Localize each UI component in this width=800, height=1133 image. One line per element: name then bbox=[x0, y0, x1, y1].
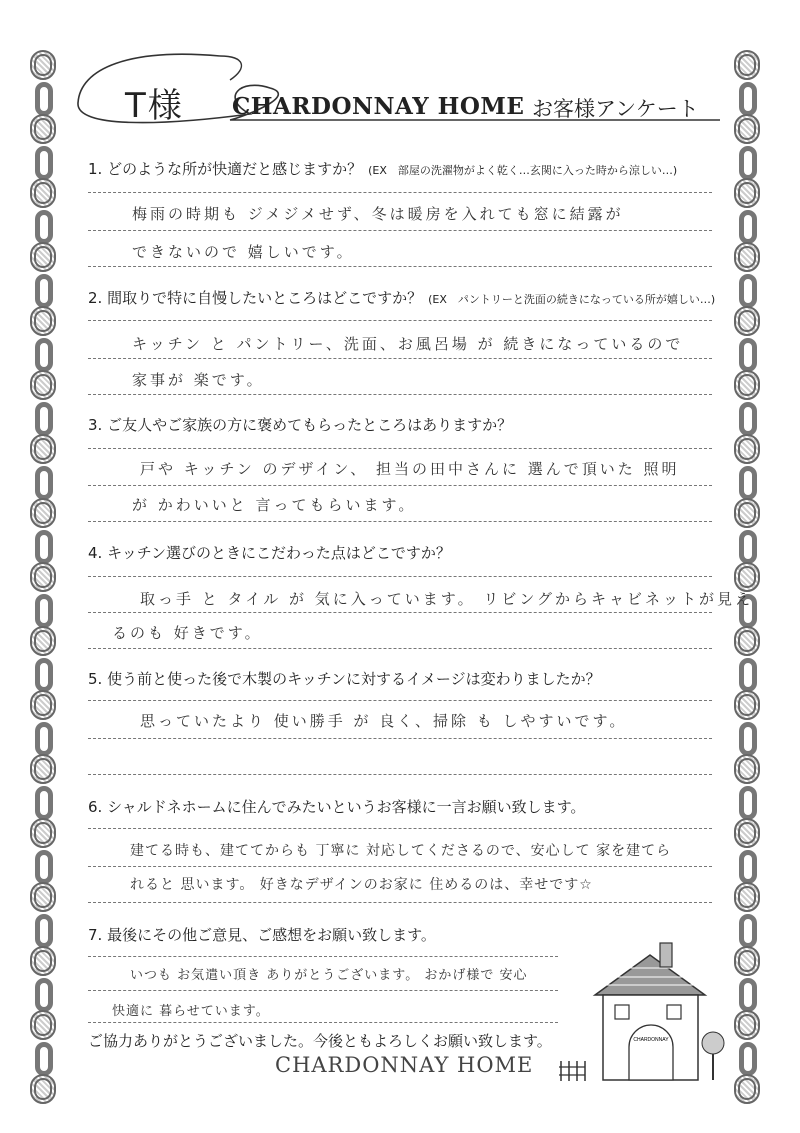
chain-link bbox=[739, 722, 757, 756]
answer-text: いつも お気遣い頂き ありがとうございます。 おかげ様で 安心 bbox=[130, 968, 528, 983]
answer-line bbox=[88, 648, 712, 649]
answer-text: 建てる時も、建ててからも 丁寧に 対応してくださるので、安心して 家を建てら bbox=[130, 843, 672, 859]
survey-title: お客様アンケート bbox=[532, 97, 699, 121]
chain-link bbox=[734, 818, 760, 848]
chain-link bbox=[739, 274, 757, 308]
question-7 bbox=[88, 924, 436, 945]
question-label: 7. 最後にその他ご意見、ご感想をお願い致します。 bbox=[88, 926, 436, 944]
question-1 bbox=[88, 158, 677, 179]
chain-link bbox=[35, 82, 53, 116]
question-example: (EX パントリーと洗面の続きになっている所が嬉しい…) bbox=[428, 293, 716, 306]
answer-line bbox=[88, 230, 712, 231]
answer-line bbox=[88, 774, 712, 775]
question-label: 3. ご友人やご家族の方に褒めてもらったところはありますか？ bbox=[88, 416, 513, 434]
chain-link bbox=[35, 338, 53, 372]
chain-link bbox=[739, 850, 757, 884]
answer-text: 戸や キッチン のデザイン、 担当の田中さんに 選んで頂いた 照明 bbox=[140, 460, 680, 478]
chain-link bbox=[734, 946, 760, 976]
chain-link bbox=[739, 146, 757, 180]
chain-link bbox=[739, 978, 757, 1012]
chain-link bbox=[35, 466, 53, 500]
chain-link bbox=[30, 818, 56, 848]
chain-link bbox=[739, 210, 757, 244]
house-sign: CHARDONNAY bbox=[633, 1037, 669, 1043]
chain-link bbox=[30, 1074, 56, 1104]
chain-link bbox=[739, 530, 757, 564]
answer-text: 取っ手 と タイル が 気に入っています。 リビングからキャビネットが見え bbox=[140, 590, 754, 608]
chain-link bbox=[739, 1042, 757, 1076]
answer-line bbox=[88, 521, 712, 522]
chain-link bbox=[30, 50, 56, 80]
chain-link bbox=[35, 722, 53, 756]
window-icon bbox=[615, 1005, 629, 1019]
tree-icon bbox=[702, 1032, 724, 1080]
answer-line bbox=[88, 576, 712, 577]
question-label: 4. キッチン選びのときにこだわった点はどこですか？ bbox=[88, 544, 451, 562]
answer-line bbox=[88, 612, 712, 613]
chain-link bbox=[35, 402, 53, 436]
thanks-message: ご協力ありがとうございました。今後ともよろしくお願い致します。 bbox=[88, 1032, 552, 1050]
chain-link bbox=[739, 338, 757, 372]
chain-link bbox=[30, 434, 56, 464]
answer-line bbox=[88, 394, 712, 395]
chain-link bbox=[734, 626, 760, 656]
answer-line bbox=[88, 1022, 558, 1023]
chain-link bbox=[739, 658, 757, 692]
chain-link bbox=[35, 1042, 53, 1076]
chain-link bbox=[30, 562, 56, 592]
right-chain-border bbox=[730, 50, 768, 1110]
answer-line bbox=[88, 320, 712, 321]
chain-link bbox=[734, 882, 760, 912]
chain-link bbox=[734, 1010, 760, 1040]
answer-line bbox=[88, 700, 712, 701]
chain-link bbox=[30, 498, 56, 528]
chain-link bbox=[30, 946, 56, 976]
chain-link bbox=[30, 626, 56, 656]
answer-line bbox=[88, 956, 558, 957]
brand-name: CHARDONNAY HOME bbox=[232, 93, 525, 120]
question-label: 6. シャルドネホームに住んでみたいというお客様に一言お願い致します。 bbox=[88, 798, 586, 816]
house-roof bbox=[595, 943, 705, 995]
chain-link bbox=[30, 690, 56, 720]
fence-icon bbox=[559, 1061, 585, 1081]
window-icon bbox=[667, 1005, 681, 1019]
chain-link bbox=[35, 594, 53, 628]
chain-link bbox=[30, 114, 56, 144]
footer-brand: CHARDONNAY HOME bbox=[275, 1053, 534, 1077]
chain-link bbox=[35, 914, 53, 948]
chain-link bbox=[734, 114, 760, 144]
chain-link bbox=[739, 82, 757, 116]
chain-link bbox=[30, 370, 56, 400]
answer-text: できないので 嬉しいです。 bbox=[132, 243, 355, 261]
house-door bbox=[629, 1025, 673, 1080]
chain-link bbox=[35, 850, 53, 884]
answer-line bbox=[88, 192, 712, 193]
chain-link bbox=[35, 530, 53, 564]
question-5 bbox=[88, 668, 601, 689]
answer-text: るのも 好きです。 bbox=[112, 624, 263, 642]
customer-name: T様 bbox=[125, 86, 184, 126]
question-label: 1. どのような所が快適だと感じますか？ bbox=[88, 160, 363, 178]
answer-line bbox=[88, 738, 712, 739]
chain-link bbox=[734, 50, 760, 80]
chain-link bbox=[739, 914, 757, 948]
chain-link bbox=[30, 754, 56, 784]
chain-link bbox=[734, 690, 760, 720]
chain-link bbox=[734, 242, 760, 272]
answer-text: 快適に 暮らせています。 bbox=[112, 1004, 270, 1019]
chain-link bbox=[35, 146, 53, 180]
chain-link bbox=[734, 178, 760, 208]
house-illustration bbox=[555, 935, 730, 1085]
answer-line bbox=[88, 902, 712, 903]
chain-link bbox=[734, 370, 760, 400]
chain-link bbox=[734, 434, 760, 464]
chain-link bbox=[30, 1010, 56, 1040]
question-2 bbox=[88, 287, 715, 308]
answer-line bbox=[88, 358, 712, 359]
chain-link bbox=[35, 786, 53, 820]
chain-link bbox=[739, 466, 757, 500]
chain-link bbox=[35, 210, 53, 244]
chain-link bbox=[30, 178, 56, 208]
chain-link bbox=[35, 978, 53, 1012]
chain-link bbox=[739, 402, 757, 436]
chain-link bbox=[35, 274, 53, 308]
chain-link bbox=[35, 658, 53, 692]
answer-line bbox=[88, 828, 712, 829]
answer-line bbox=[88, 990, 558, 991]
question-6 bbox=[88, 796, 585, 817]
answer-line bbox=[88, 866, 712, 867]
chain-link bbox=[30, 306, 56, 336]
answer-line bbox=[88, 266, 712, 267]
question-label: 2. 間取りで特に自慢したいところはどこですか？ bbox=[88, 289, 423, 307]
question-4 bbox=[88, 542, 451, 563]
chain-link bbox=[734, 1074, 760, 1104]
header bbox=[70, 48, 730, 148]
answer-text: キッチン と パントリー、洗面、お風呂場 が 続きになっているので bbox=[132, 335, 684, 353]
answer-line bbox=[88, 448, 712, 449]
question-3 bbox=[88, 414, 512, 435]
answer-text: れると 思います。 好きなデザインのお家に 住めるのは、幸せです☆ bbox=[130, 877, 593, 893]
chain-link bbox=[734, 498, 760, 528]
chain-link bbox=[739, 786, 757, 820]
chain-link bbox=[30, 242, 56, 272]
question-example: (EX 部屋の洗濯物がよく乾く…玄関に入った時から涼しい…) bbox=[368, 164, 678, 177]
answer-text: が かわいいと 言ってもらいます。 bbox=[132, 496, 417, 514]
answer-line bbox=[88, 485, 712, 486]
chain-link bbox=[30, 882, 56, 912]
question-label: 5. 使う前と使った後で木製のキッチンに対するイメージは変わりましたか？ bbox=[88, 670, 601, 688]
answer-text: 梅雨の時期も ジメジメせず、冬は暖房を入れても窓に結露が bbox=[132, 205, 624, 223]
chain-link bbox=[734, 754, 760, 784]
answer-text: 思っていたより 使い勝手 が 良く、掃除 も しやすいです。 bbox=[140, 712, 628, 730]
answer-text: 家事が 楽です。 bbox=[132, 371, 265, 389]
left-chain-border bbox=[26, 50, 64, 1110]
chain-link bbox=[734, 306, 760, 336]
